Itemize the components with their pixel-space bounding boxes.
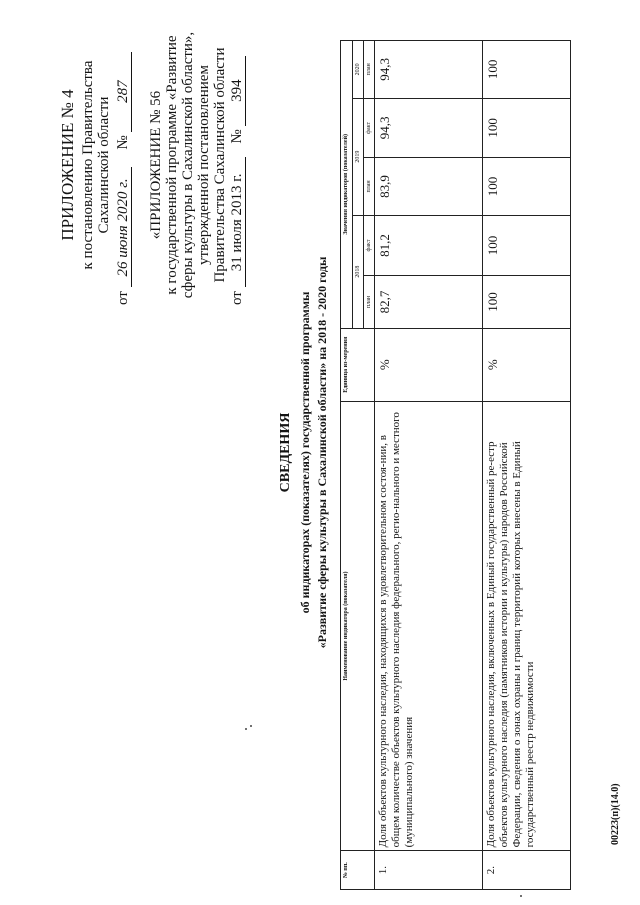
cell-2019-fact: 100: [483, 98, 571, 158]
row-number: 2.: [483, 851, 571, 890]
table-row: [375, 41, 483, 890]
fact-header: факт: [364, 98, 375, 158]
cell-2019-fact: 94,3: [375, 98, 483, 158]
date-prefix: от: [115, 291, 131, 305]
appendix2-line: к государственной программе «Развитие: [164, 35, 180, 295]
col-unit-header: Единица из-мерения: [341, 328, 375, 401]
cell-2018-fact: 81,2: [375, 215, 483, 276]
col-num-header: № пп.: [341, 851, 375, 890]
cell-2019-plan: 100: [483, 158, 571, 216]
appendix2-line: утвержденной постановлением: [196, 65, 212, 265]
appendix2-date-line: [229, 25, 246, 305]
cell-2020-plan: 100: [483, 41, 571, 99]
cell-2018-plan: 82,7: [375, 276, 483, 328]
page-subtitle: «Развитие сферы культуры в Сахалинской области» на 2018 - 2020 годы: [315, 256, 329, 649]
appendix-title: ПРИЛОЖЕНИЕ № 4: [58, 89, 77, 241]
plan-header: план: [364, 41, 375, 99]
cell-2018-fact: 100: [483, 215, 571, 276]
appendix-line: к постановлению Правительства: [80, 60, 96, 270]
num-label: №: [115, 135, 131, 150]
scan-speck: [520, 895, 522, 897]
year-header: 2019: [353, 98, 364, 215]
scan-speck: [250, 725, 252, 727]
fact-header: факт: [364, 215, 375, 276]
plan-header: план: [364, 158, 375, 216]
appendix-number: 287: [115, 52, 132, 132]
row-name: Доля объектов культурного наследия, находящихся в удовлетворительном состоя-нии, в общем количестве объектов культурного наследия федерального, регио-нального и местного (муниципального) значения: [375, 401, 483, 851]
appendix-line: Сахалинской области: [96, 96, 112, 234]
cell-2018-plan: 100: [483, 276, 571, 328]
document-code: 00223(п)(14.0): [610, 783, 621, 845]
date-year: 2020: [115, 191, 131, 222]
cell-2019-plan: 83,9: [375, 158, 483, 216]
plan-header: план: [364, 276, 375, 328]
date-suffix: г.: [115, 178, 131, 188]
row-number: 1.: [375, 851, 483, 890]
num-label: №: [229, 129, 245, 144]
cell-2020-plan: 94,3: [375, 41, 483, 99]
appendix-date: [115, 167, 132, 287]
appendix2-number: 394: [229, 56, 246, 126]
date-prefix: от: [229, 291, 245, 305]
appendix-date-line: [115, 25, 132, 305]
col-values-header: Значения индикаторов (показателей): [341, 41, 353, 329]
col-name-header: Наименование индикатора (показателя): [341, 401, 375, 851]
scan-speck: [245, 728, 247, 730]
page-title: СВЕДЕНИЯ: [278, 412, 293, 493]
indicator-table: [340, 40, 571, 890]
date-month: июня: [115, 225, 131, 258]
appendix-block: [60, 25, 132, 305]
row-unit: %: [375, 328, 483, 401]
appendix2-line: Правительства Сахалинской области: [212, 47, 228, 283]
page-subtitle: об индикаторах (показателях) государственной программы: [298, 291, 312, 614]
appendix2-line: сферы культуры в Сахалинской области»,: [180, 31, 196, 299]
appendix2-date: 31 июля 2013 г.: [229, 157, 246, 287]
year-header: 2020: [353, 41, 364, 99]
row-name: Доля объектов культурного наследия, включенных в Единый государственный ре-естр объектов культурного наследия (памятников истории и культуры) народов Российской Федерации, сведения о зонах охраны и границ территорий которых внесены в Единый государственный реестр недвижимости: [483, 401, 571, 851]
year-header: 2018: [353, 215, 364, 328]
row-unit: %: [483, 328, 571, 401]
date-day: 26: [115, 261, 131, 277]
table-row: [483, 41, 571, 890]
appendix2-block: [148, 25, 246, 305]
appendix2-title: «ПРИЛОЖЕНИЕ № 56: [148, 90, 164, 240]
table-header-row: [341, 41, 353, 890]
